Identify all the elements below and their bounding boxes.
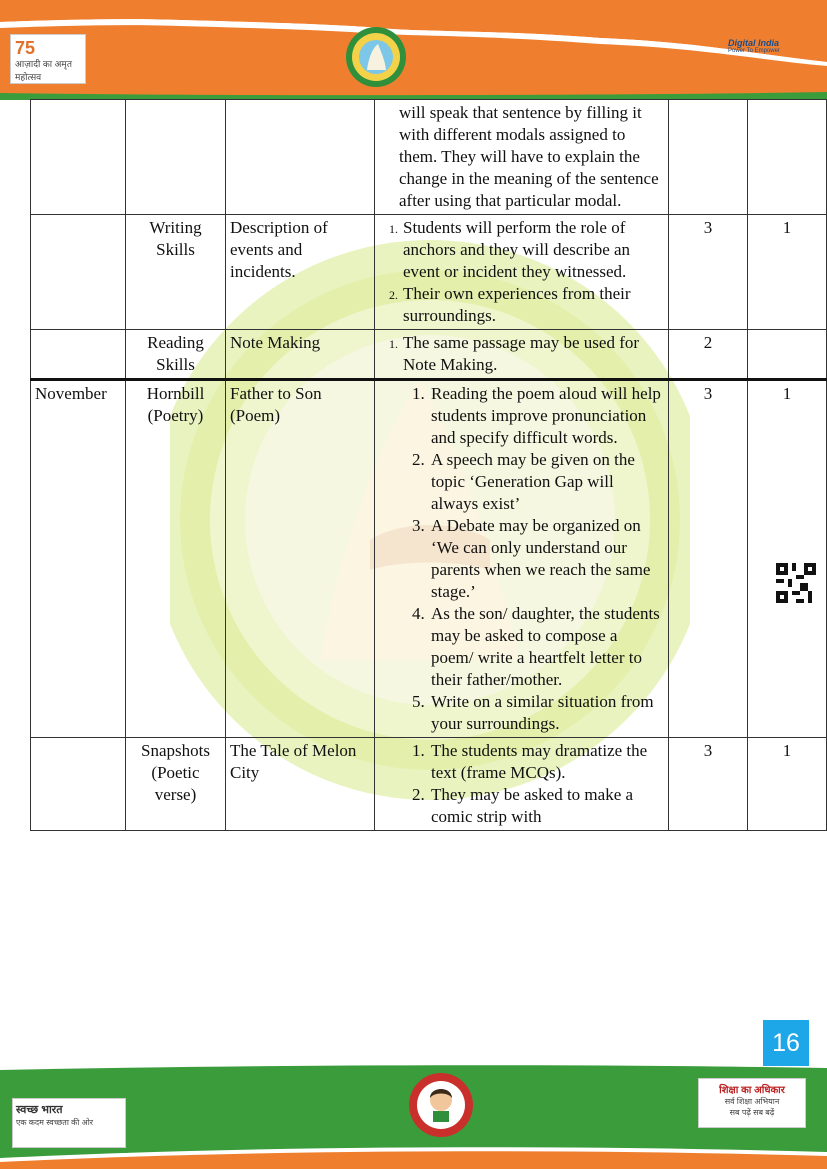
section-cell: Reading Skills (126, 330, 226, 380)
qr-code-icon[interactable] (776, 563, 816, 603)
activity-item: 1. Reading the poem aloud will help students improve pronunciation and specify difficult words. (429, 383, 664, 449)
activity-item: 3. A Debate may be organized on ‘We can only understand our parents when we reach the same stage.’ (429, 515, 664, 603)
periods-cell: 2 (669, 330, 748, 380)
rte-title: शिक्षा का अधिकार (719, 1085, 785, 1096)
periods-cell: 3 (669, 380, 748, 738)
rte-line2: सब पढ़ें सब बढ़ें (729, 1108, 775, 1117)
activity-cell: will speak that sentence by filling it with different modals assigned to them. They will have to explain the change in the meaning of the sentence after using that particular modal. (375, 100, 669, 215)
assessment-cell (748, 330, 827, 380)
activity-cell (375, 738, 669, 831)
table-row (31, 215, 827, 330)
logo-number: 75 (15, 38, 36, 58)
assessment-cell: 1 (748, 215, 827, 330)
activity-item: 1. The same passage may be used for Note Making. (401, 332, 664, 376)
azadi-ka-amrit-mahotsav-logo (10, 34, 86, 84)
activity-item: 5. Write on a similar situation from your surroundings. (429, 691, 664, 735)
topic-cell: The Tale of Melon City (226, 738, 375, 831)
section-cell: Hornbill (Poetry) (126, 380, 226, 738)
month-cell: November (31, 380, 126, 738)
table-row (31, 738, 827, 831)
periods-cell: 3 (669, 215, 748, 330)
page-number: 16 (763, 1020, 809, 1066)
right-to-education-logo (698, 1078, 806, 1128)
topic-cell: Note Making (226, 330, 375, 380)
rte-line1: सर्व शिक्षा अभियान (724, 1097, 780, 1106)
swachh-bharat-words: स्वच्छ भारत (16, 1104, 63, 1116)
activity-item: 1. Students will perform the role of anchors and they will describe an event or incident they witnessed. (401, 217, 664, 283)
table-row (31, 380, 827, 738)
topic-cell: Father to Son (Poem) (226, 380, 375, 738)
activity-cell (375, 215, 669, 330)
table-row (31, 100, 827, 215)
header-band (0, 0, 827, 100)
assessment-cell: 1 (748, 380, 827, 738)
topic-cell: Description of events and incidents. (226, 215, 375, 330)
digital-india-tagline: Power To Empower (728, 48, 780, 54)
activity-item: 2. They may be asked to make a comic strip with (429, 784, 664, 828)
activity-cell (375, 380, 669, 738)
digital-india-title: Digital India (728, 38, 780, 48)
table-row (31, 330, 827, 380)
digital-india-logo (728, 38, 798, 70)
lesson-plan-table (30, 99, 827, 831)
school-emblem-icon (345, 26, 407, 88)
swachh-bharat-logo (12, 1098, 126, 1148)
section-cell: Writing Skills (126, 215, 226, 330)
beti-bachao-logo-icon (408, 1070, 474, 1140)
logo-text: आज़ादी का अमृत महोत्सव (15, 59, 72, 82)
activity-item: 4. As the son/ daughter, the students may be asked to compose a poem/ write a heartfelt letter to their father/mother. (429, 603, 664, 691)
swachh-bharat-tagline: एक कदम स्वच्छता की ओर (16, 1118, 94, 1127)
activity-cell (375, 330, 669, 380)
activity-item: 2. A speech may be given on the topic ‘Generation Gap will always exist’ (429, 449, 664, 515)
section-cell: Snapshots (Poetic verse) (126, 738, 226, 831)
periods-cell: 3 (669, 738, 748, 831)
activity-item: 1. The students may dramatize the text (frame MCQs). (429, 740, 664, 784)
activity-item: 2. Their own experiences from their surroundings. (401, 283, 664, 327)
assessment-cell: 1 (748, 738, 827, 831)
